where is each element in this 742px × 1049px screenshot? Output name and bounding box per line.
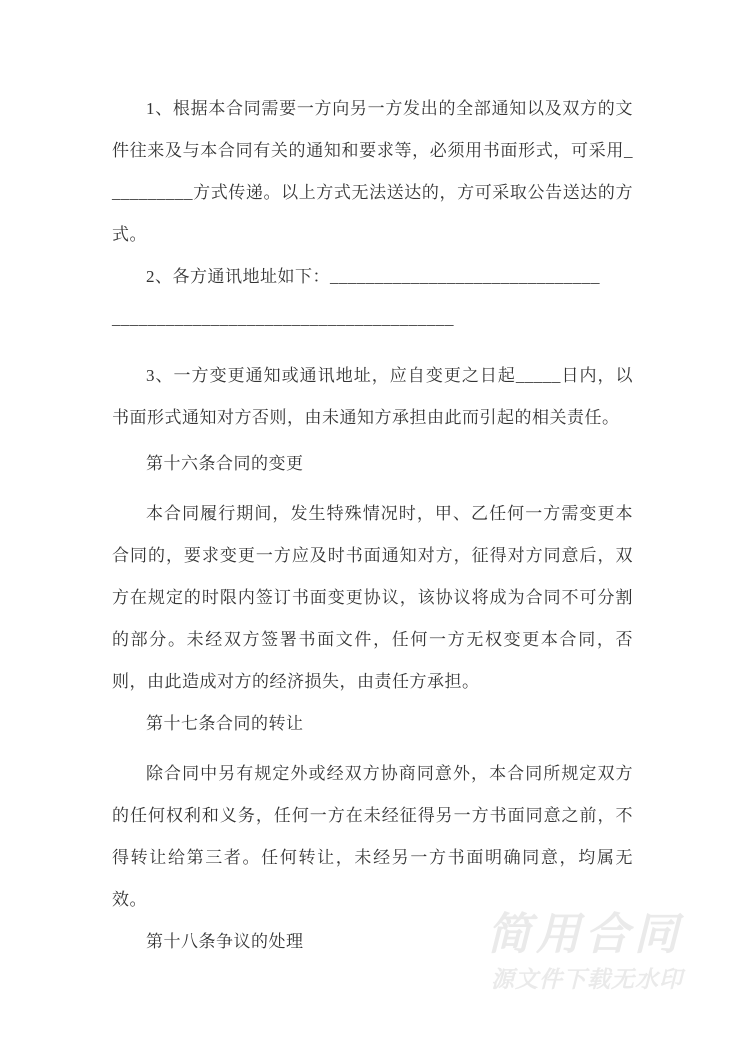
- watermark-brand-text: 简用合同: [487, 910, 683, 959]
- clause-paragraph-address-change: 3、一方变更通知或通讯地址，应自变更之日起_____日内，以书面形式通知对方否则，由未通知方承担由此而引起的相关责任。: [112, 366, 633, 427]
- clause-paragraph-contract-modification: 本合同履行期间，发生特殊情况时，甲、乙任何一方需变更本合同的，要求变更一方应及时书面通知对方，征得对方同意后，双方在规定的时限内签订书面变更协议，该协议将成为合同不可分割的部分。未经双方签署书面文件，任何一方无权变更本合同，否则，由此造成对方的经济损失，由责任方承担。: [112, 504, 633, 691]
- watermark-tagline-text: 源文件下载无水印: [491, 966, 683, 992]
- clause-heading-article-16: 第十六条合同的变更: [146, 454, 304, 473]
- contract-document-body: [112, 88, 633, 963]
- clause-paragraph-contract-transfer: 除合同中另有规定外或经双方协商同意外，本合同所规定双方的任何权利和义务，任何一方在未经征得另一方书面同意之前，不得转让给第三者。任何转让，未经另一方书面明确同意，均属无效。: [112, 764, 633, 909]
- clause-paragraph-addresses: 2、各方通讯地址如下：______________________________: [146, 267, 600, 286]
- clause-paragraph-notices: 1、根据本合同需要一方向另一方发出的全部通知以及双方的文件往来及与本合同有关的通知和要求等，必须用书面形式，可采用__________方式传递。以上方式无法送达的，方可采取公告送达的方式。: [112, 99, 633, 244]
- clause-heading-article-18: 第十八条争议的处理: [146, 932, 304, 951]
- clause-heading-article-17: 第十七条合同的转让: [146, 714, 304, 733]
- blank-fill-line: ______________________________________: [112, 309, 454, 328]
- watermark: [487, 910, 683, 992]
